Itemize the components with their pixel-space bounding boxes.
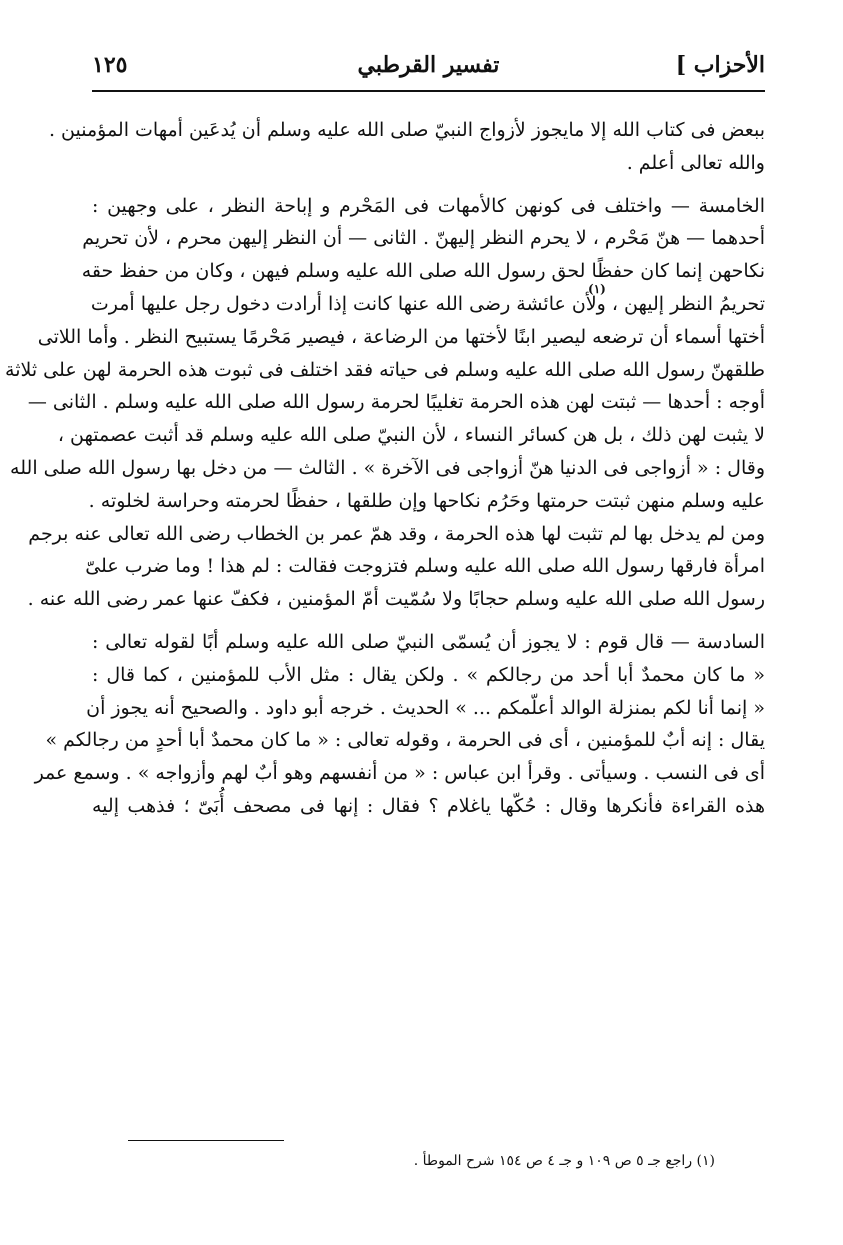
text-line: أختها أسماء أن ترضعه ليصير ابنًا لأختها من الرضاعة ، فيصير مَحْرمًا يستبيح النظر . وأما اللاتى (37, 325, 765, 348)
text-line: « ما كان محمدٌ أبا أحد من رجالكم » . ولكن يقال : مثل الأب للمؤمنين ، كما قال : (92, 663, 765, 686)
text-line: والله تعالى أعلم . (626, 151, 765, 174)
text-line: هذه القراءة فأنكرها وقال : حُكّها ياغلام ؟ فقال : إنها فى مصحف أُبَىّ ؛ فذهب إليه (92, 794, 765, 817)
body-text (5, 114, 765, 823)
text-line: وقال : « أزواجى فى الدنيا هنّ أزواجى فى الآخرة » . الثالث — من دخل بها رسول الله صلى الله (10, 456, 765, 479)
text-line: رسول الله صلى الله عليه وسلم حجابًا ولا سُمّيت أمّ المؤمنين ، فكفّ عنها عمر رضى الله عنه . (27, 588, 765, 611)
text-line: لا يثبت لهن ذلك ، بل هن كسائر النساء ، لأن النبيّ صلى الله عليه وسلم قد أثبت عصمتهن ، (57, 424, 765, 447)
section-title: الأحزاب ] (675, 52, 765, 78)
page-header (92, 52, 765, 90)
footnote-marker: (١) (588, 282, 606, 296)
text-line: تحريمُ النظر إليهن ، ولأن عائشة رضى الله عنها كانت إذا أرادت دخول رجل عليها أمرت (90, 292, 765, 315)
text-line: نكاحهن إنما كان حفظًا لحق رسول الله صلى الله عليه وسلم فيهن ، وكان من حفظ حقه (81, 260, 765, 283)
page-number: ١٢٥ (92, 52, 128, 78)
text-line: « إنما أنا لكم بمنزلة الوالد أعلّمكم ... » الحديث . خرجه أبو داود . والصحيح أنه يجوز أن (86, 696, 765, 719)
running-title: تفسير القرطبي (357, 52, 500, 78)
text-line: الخامسة — واختلف فى كونهن كالأمهات فى المَحْرم و إباحة النظر ، على وجهين : (92, 194, 765, 217)
text-line: ومن لم يدخل بها لم تثبت لها هذه الحرمة ، وقد همّ عمر بن الخطاب رضى الله تعالى عنه برجم (28, 522, 765, 545)
footnote: (١) راجع جـ ٥ ص ١٠٩ و جـ ٤ ص ١٥٤ شرح الموطأ . (413, 1153, 715, 1169)
text-line: أى فى النسب . وسيأتى . وقرأ ابن عباس : « من أنفسهم وهو أبٌ لهم وأزواجه » . وسمع عمر (34, 762, 765, 785)
text-line: عليه وسلم منهن ثبتت حرمتها وحَرُم نكاحها وإن طلقها ، حفظًا لحرمته وحراسة لخلوته . (88, 489, 765, 512)
text-line: طلقهنّ رسول الله صلى الله عليه وسلم فى حياته فقد اختلف فى ثبوت هذه الحرمة لهن على ثلاثة (5, 358, 765, 381)
header-rule (92, 90, 765, 92)
text-line: ببعض فى كتاب الله إلا مايجوز لأزواج النبيّ صلى الله عليه وسلم أن يُدعَين أمهات المؤمنين . (48, 119, 765, 141)
text-line: أحدهما — هنّ مَحْرم ، لا يحرم النظر إليهنّ . الثانى — أن النظر إليهن محرم ، لأن تحريم (82, 227, 765, 250)
footnote-rule (128, 1140, 284, 1141)
text-line: يقال : إنه أبٌ للمؤمنين ، أى فى الحرمة ، وقوله تعالى : « ما كان محمدٌ أبا أحدٍ من رجالكم » (45, 729, 765, 752)
text-line: السادسة — قال قوم : لا يجوز أن يُسمّى النبيّ صلى الله عليه وسلم أبًا لقوله تعالى : (92, 630, 765, 653)
text-line: أوجه : أحدها — ثبتت لهن هذه الحرمة تغليبًا لحرمة رسول الله صلى الله عليه وسلم . الثانى — (27, 391, 765, 414)
text-line: امرأة فارقها رسول الله صلى الله عليه وسلم فتزوجت فقالت : لم هذا ! وما ضرب علىّ (85, 555, 765, 578)
